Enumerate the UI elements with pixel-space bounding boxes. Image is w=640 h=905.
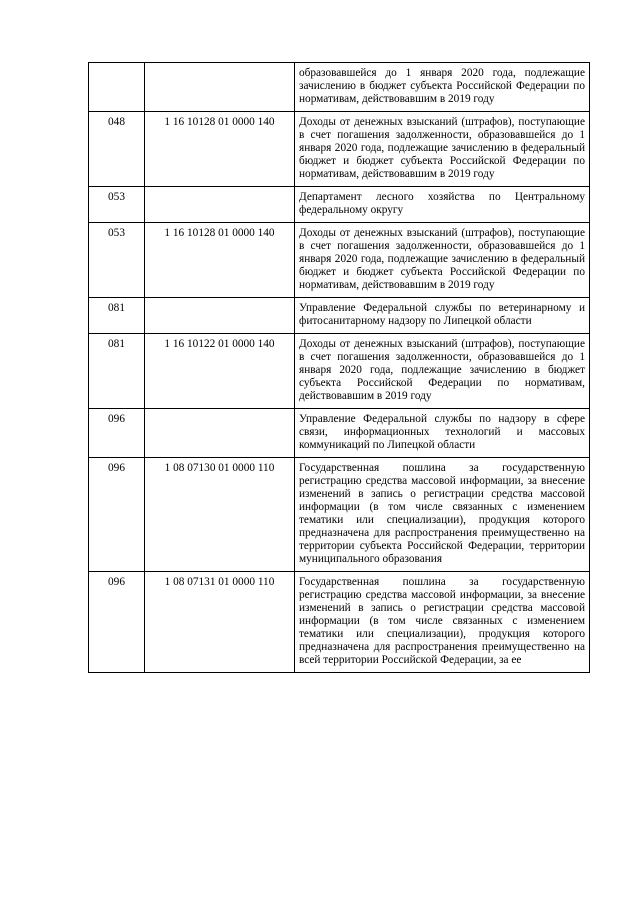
revenue-name-cell: образовавшейся до 1 января 2020 года, подлежащие зачислению в бюджет субъекта Российской Федерации по нормативам, действовавшим в 2019 году [295, 63, 590, 112]
admin-code-cell: 048 [89, 112, 145, 187]
budget-classification-table [88, 62, 590, 673]
revenue-name-cell: Доходы от денежных взысканий (штрафов), поступающие в счет погашения задолженности, образовавшейся до 1 января 2020 года, подлежащие зачислению в федеральный бюджет и бюджет субъекта Российской Федерации по нормативам, действовавшим в 2019 году [295, 112, 590, 187]
table-row [89, 409, 590, 458]
table-row [89, 63, 590, 112]
revenue-name-cell: Доходы от денежных взысканий (штрафов), поступающие в счет погашения задолженности, образовавшейся до 1 января 2020 года, подлежащие зачислению в бюджет субъекта Российской Федерации по нормативам, действовавшим в 2019 году [295, 334, 590, 409]
revenue-name-cell: Государственная пошлина за государственную регистрацию средства массовой информации, за внесение изменений в запись о регистрации средства массовой информации (в том числе связанных с изменением тематики или специализации), продукция которого предназначена для распространения преимущественно на всей территории Российской Федерации, за ее [295, 572, 590, 673]
kbk-code-cell [145, 409, 295, 458]
kbk-code-cell: 1 08 07131 01 0000 110 [145, 572, 295, 673]
admin-code-cell: 081 [89, 334, 145, 409]
kbk-code-cell: 1 16 10128 01 0000 140 [145, 112, 295, 187]
admin-code-cell: 096 [89, 409, 145, 458]
kbk-code-cell [145, 187, 295, 223]
admin-code-cell: 081 [89, 298, 145, 334]
admin-code-cell [89, 63, 145, 112]
admin-code-cell: 096 [89, 572, 145, 673]
table-row [89, 112, 590, 187]
revenue-name-cell: Управление Федеральной службы по ветеринарному и фитосанитарному надзору по Липецкой области [295, 298, 590, 334]
admin-code-cell: 096 [89, 458, 145, 572]
table-row [89, 187, 590, 223]
kbk-code-cell [145, 298, 295, 334]
table-row [89, 458, 590, 572]
table-row [89, 298, 590, 334]
table-row [89, 223, 590, 298]
admin-code-cell: 053 [89, 223, 145, 298]
revenue-name-cell: Государственная пошлина за государственную регистрацию средства массовой информации, за внесение изменений в запись о регистрации средства массовой информации (в том числе связанных с изменением тематики или специализации), продукция которого предназначена для распространения преимущественно на территории субъекта Российской Федерации, территории муниципального образования [295, 458, 590, 572]
revenue-name-cell: Доходы от денежных взысканий (штрафов), поступающие в счет погашения задолженности, образовавшейся до 1 января 2020 года, подлежащие зачислению в федеральный бюджет и бюджет субъекта Российской Федерации по нормативам, действовавшим в 2019 году [295, 223, 590, 298]
kbk-code-cell [145, 63, 295, 112]
revenue-name-cell: Департамент лесного хозяйства по Центральному федеральному округу [295, 187, 590, 223]
kbk-code-cell: 1 08 07130 01 0000 110 [145, 458, 295, 572]
table-row [89, 334, 590, 409]
admin-code-cell: 053 [89, 187, 145, 223]
revenue-name-cell: Управление Федеральной службы по надзору в сфере связи, информационных технологий и массовых коммуникаций по Липецкой области [295, 409, 590, 458]
kbk-code-cell: 1 16 10128 01 0000 140 [145, 223, 295, 298]
kbk-code-cell: 1 16 10122 01 0000 140 [145, 334, 295, 409]
table-row [89, 572, 590, 673]
